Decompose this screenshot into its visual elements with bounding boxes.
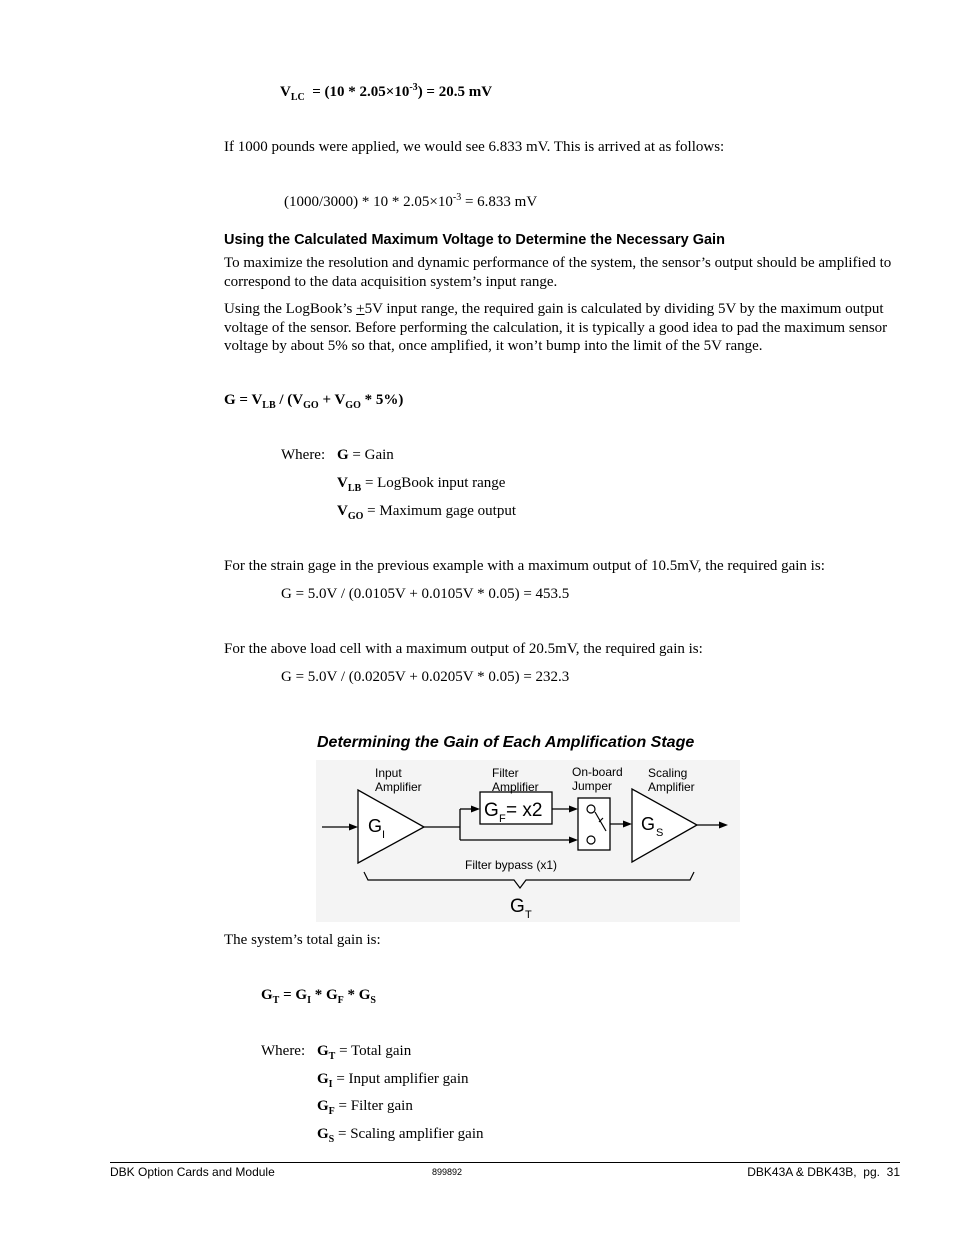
gt-symbol: G — [510, 896, 525, 917]
gf-symbol: G — [484, 800, 499, 821]
filter-amp-label-1: Filter — [492, 766, 519, 780]
scaling-label-2: Amplifier — [648, 780, 695, 794]
gs-subscript: S — [656, 827, 664, 839]
input-amp-label-2: Amplifier — [375, 780, 422, 794]
paragraph-strain-gage: For the strain gage in the previous example with a maximum output of 10.5mV, the required gain is: — [224, 558, 825, 574]
paragraph-load-cell: For the above load cell with a maximum output of 20.5mV, the required gain is: — [224, 641, 703, 657]
equation-load-cell: G = 5.0V / (0.0205V + 0.0205V * 0.05) = 232.3 — [281, 669, 570, 685]
equation-total-gain: $G_T = G_I * G_F * G_S$ — [261, 987, 376, 1006]
paragraph-1000-pounds: If 1000 pounds were applied, we would see 6.833 mV. This is arrived at as follows: — [224, 139, 725, 155]
section-heading: Using the Calculated Maximum Voltage to Determine the Necessary Gain — [224, 232, 725, 248]
jumper-label-2: Jumper — [572, 779, 613, 793]
where-item-gs: $G_S$ = Scaling amplifier gain — [317, 1126, 484, 1145]
where-item-vgo: $V_{GO}$ = Maximum gage output — [337, 503, 517, 522]
gs-symbol: G — [641, 814, 656, 834]
gf-value: = x2 — [506, 800, 543, 821]
footer-left: DBK Option Cards and Module — [110, 1165, 275, 1179]
where-item-gain: G = Gain — [337, 447, 394, 463]
paragraph-maximize: To maximize the resolution and dynamic performance of the system, the sensor’s output should be amplified to correspond to the data acquisition system’s input range. — [224, 255, 892, 290]
equation-strain-gage: G = 5.0V / (0.0105V + 0.0105V * 0.05) = 453.5 — [281, 586, 570, 602]
footer-center: 899892 — [432, 1167, 463, 1177]
gi-symbol: G — [368, 816, 383, 836]
where-label-1: Where: — [281, 447, 326, 463]
jumper-label-1: On-board — [572, 765, 623, 779]
bypass-label: Filter bypass (x1) — [465, 858, 558, 872]
gt-subscript: T — [525, 909, 532, 921]
equation-vlc: $V_{LC} = (10 * 2.05\times 10^{-3}) = 20.5$ mV — [280, 82, 493, 103]
where-item-gi: $G_I$ = Input amplifier gain — [317, 1071, 469, 1090]
where-label-2: Where: — [261, 1043, 306, 1059]
page-footer — [110, 1162, 900, 1179]
figure-caption: Determining the Gain of Each Amplification Stage — [317, 734, 695, 751]
filter-amp-label-2: Amplifier — [492, 780, 539, 794]
equation-gain: $G = V_{LB} / (V_{GO} + V_{GO} * 5\%)$ — [224, 392, 404, 411]
where-item-gt: $G_T$ = Total gain — [317, 1043, 412, 1062]
gi-subscript: I — [382, 829, 386, 841]
where-item-gf: $G_F$ = Filter gain — [317, 1098, 413, 1117]
input-amp-label-1: Input — [375, 766, 402, 780]
paragraph-total-gain: The system’s total gain is: — [224, 932, 381, 948]
scaling-label-1: Scaling — [648, 766, 688, 780]
gf-subscript: F — [499, 813, 506, 825]
equation-1000-pounds: $(1000/3000) * 10 * 2.05\times 10^{-3} = 6.833$ mV — [284, 192, 538, 210]
paragraph-logbook: Using the LogBook’s +5V input range, the required gain is calculated by dividing 5V by the maximum output voltage of the sensor. Before performing the calculation, it is typically a good idea to pad the maximum sensor voltage by about 5% so that, once amplified, it won’t bump into the limit of the 5V range. — [224, 301, 888, 355]
amplification-stages-diagram — [316, 760, 740, 922]
where-item-vlb: $V_{LB}$ = LogBook input range — [337, 475, 506, 494]
footer-right: DBK43A & DBK43B, pg. 31 — [747, 1165, 900, 1179]
